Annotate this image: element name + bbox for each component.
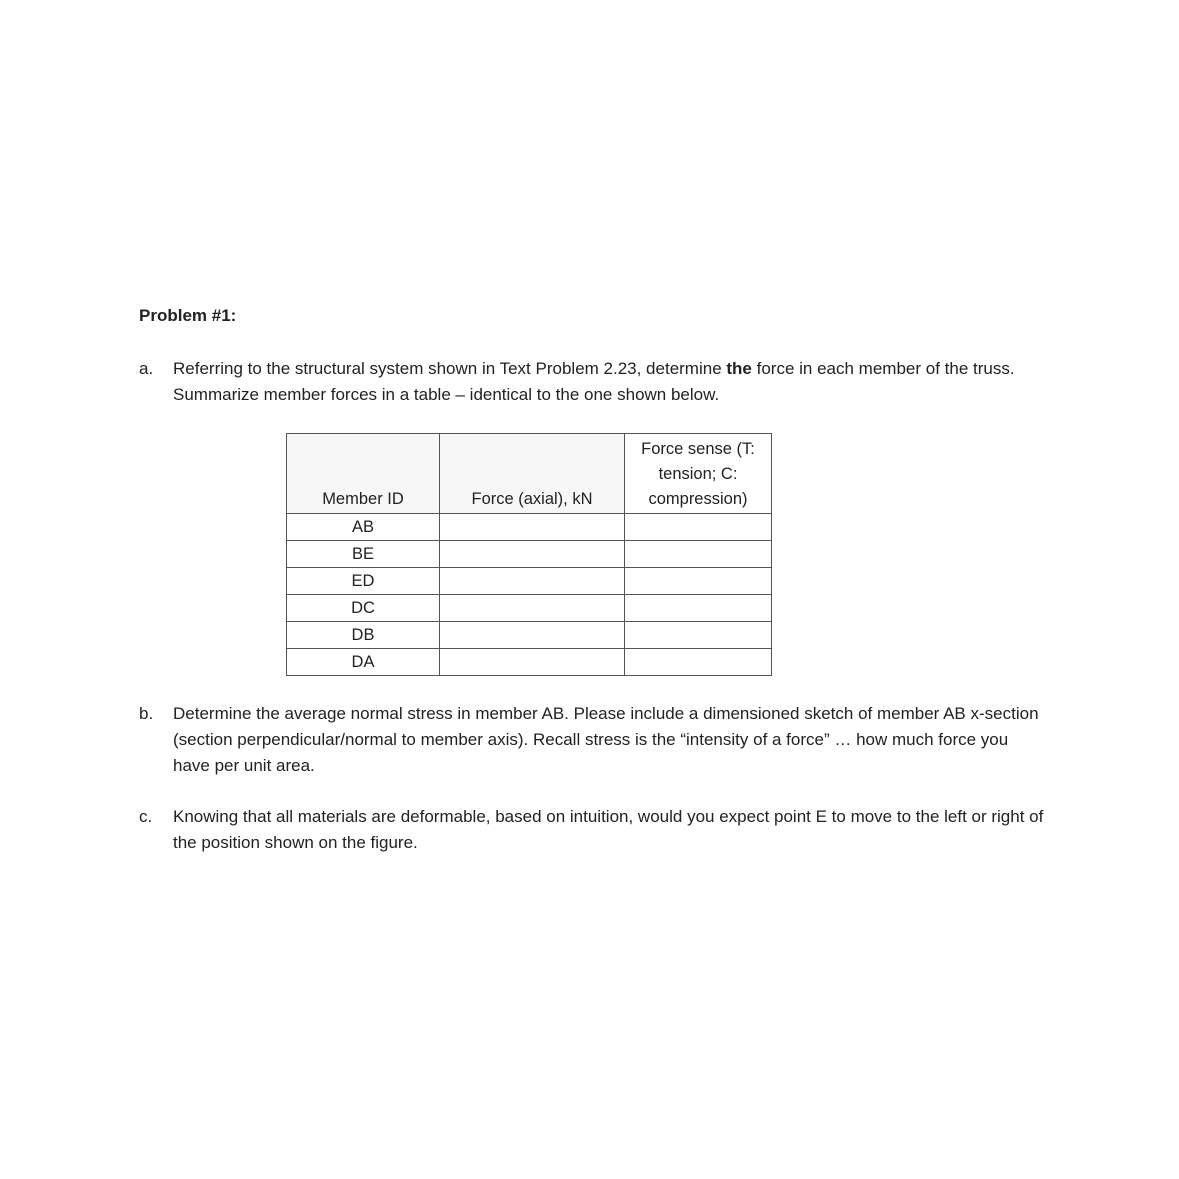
part-c-label: c. (139, 807, 153, 826)
sense-cell (625, 622, 772, 649)
part-a-text (173, 356, 1049, 408)
force-cell (440, 649, 625, 676)
sense-cell (625, 541, 772, 568)
part-a-bold: the (726, 359, 752, 378)
member-id: ED (287, 568, 440, 595)
problem-title: Problem #1: (139, 306, 237, 325)
part-a (139, 356, 1049, 408)
header-force-sense: Force sense (T: tension; C: compression) (625, 434, 772, 514)
force-cell (440, 514, 625, 541)
header-force: Force (axial), kN (440, 434, 625, 514)
table-row (287, 595, 772, 622)
part-c-text: Knowing that all materials are deformable, based on intuition, would you expect point E to move to the left or right of the position shown on the figure. (173, 807, 1044, 852)
member-id: BE (287, 541, 440, 568)
member-id: DC (287, 595, 440, 622)
part-b-text: Determine the average normal stress in member AB. Please include a dimensioned sketch of member AB x-section (section perpendicular/normal to member axis). Recall stress is the “intensity of a force” … how much force you have per unit area. (173, 704, 1039, 775)
member-id: DA (287, 649, 440, 676)
part-b-label: b. (139, 704, 154, 723)
sense-cell (625, 649, 772, 676)
table-row (287, 649, 772, 676)
table-header-row (287, 434, 772, 514)
sense-cell (625, 568, 772, 595)
header-member-id: Member ID (287, 434, 440, 514)
table-row (287, 541, 772, 568)
force-cell (440, 541, 625, 568)
table-row (287, 514, 772, 541)
part-a-label: a. (139, 359, 154, 378)
force-cell (440, 595, 625, 622)
sense-cell (625, 514, 772, 541)
member-id: AB (287, 514, 440, 541)
part-c (139, 804, 1049, 856)
force-cell (440, 622, 625, 649)
member-id: DB (287, 622, 440, 649)
force-cell (440, 568, 625, 595)
sense-cell (625, 595, 772, 622)
part-a-text-1: Referring to the structural system shown in Text Problem 2.23, determine (173, 359, 727, 378)
part-b (139, 701, 1049, 779)
table-row (287, 568, 772, 595)
part-a-text-2: force in each member of the truss. Summarize member forces in a table – identical to the one shown below. (173, 359, 1015, 404)
table-row (287, 622, 772, 649)
member-forces-table (286, 433, 772, 676)
